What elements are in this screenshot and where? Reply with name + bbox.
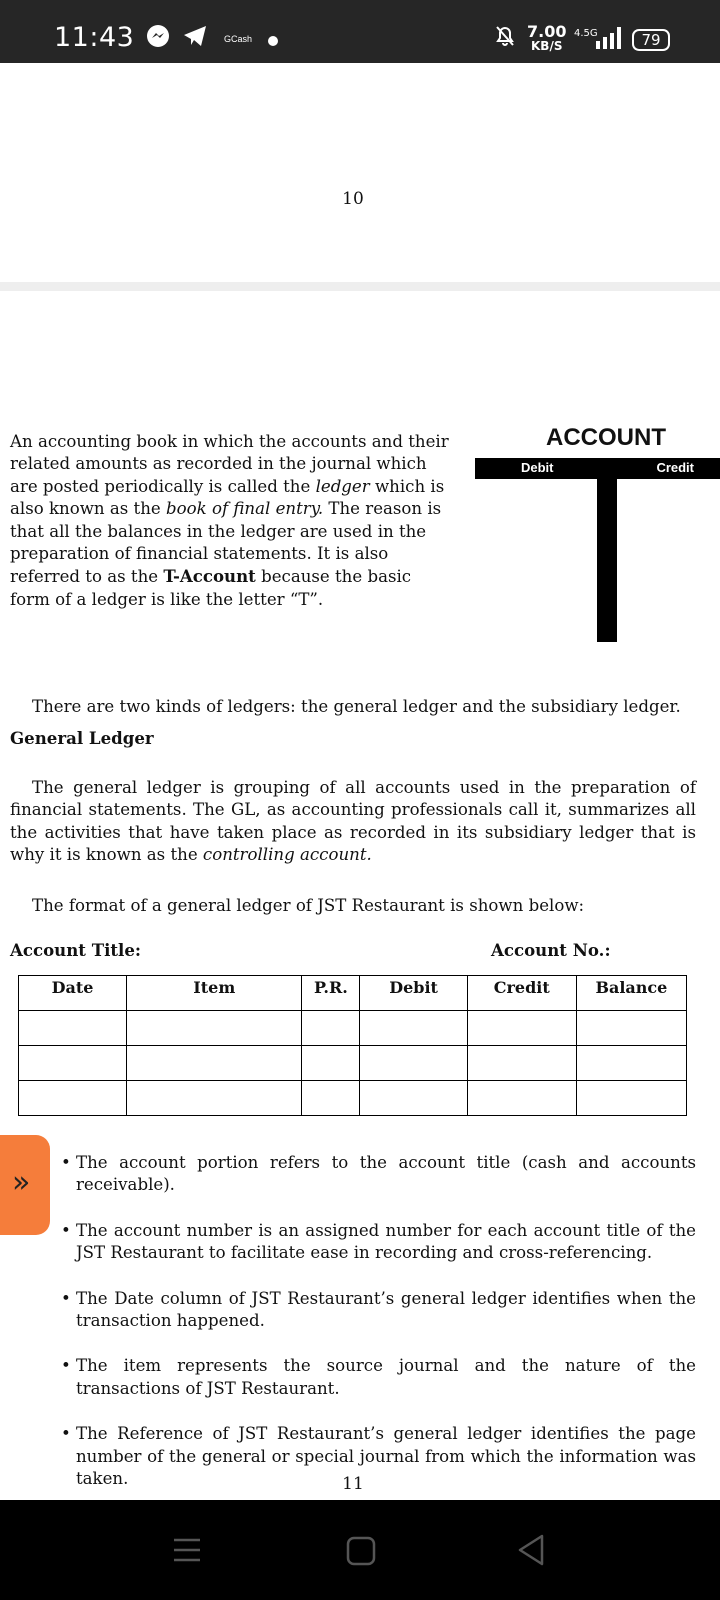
mute-bell-icon (494, 24, 516, 52)
intro-paragraph: An accounting book in which the accounts and their related amounts as recorded in the journal which are posted periodically is called the ledger which is also known as the book of final entry. The reason is that all the balances in the ledger are used in the preparation of financial statements. It is also referred to as the T-Account because the basic form of a ledger is like the letter “T”. (10, 432, 449, 609)
double-chevron-right-icon: » (12, 1165, 31, 1200)
format-text: The format of a general ledger of JST Restaurant is shown below: (32, 896, 585, 915)
messenger-icon (146, 24, 170, 52)
notification-dot-icon (268, 36, 278, 46)
list-item: • The Date column of JST Restaurant’s general ledger identifies when the transaction happened. (58, 1288, 696, 1333)
table-row (19, 1011, 687, 1046)
t-account-stem (597, 479, 617, 642)
page-divider (0, 282, 720, 291)
col-item: Item (127, 976, 302, 1011)
clock: 11:43 (54, 22, 135, 53)
col-debit: Debit (360, 976, 467, 1011)
col-credit: Credit (467, 976, 576, 1011)
t-account-title: ACCOUNT (546, 424, 666, 451)
prev-page-number: 10 (342, 189, 364, 209)
network-type: 4.5G (574, 28, 598, 39)
general-ledger-heading: General Ledger (10, 728, 154, 748)
ledger-table (18, 975, 687, 1116)
ledger-header-row (19, 976, 687, 1011)
list-item: • The account portion refers to the account title (cash and accounts receivable). (58, 1152, 696, 1197)
kinds-of-ledgers-text: There are two kinds of ledgers: the general ledger and the subsidiary ledger. (32, 697, 681, 716)
account-title-label: Account Title: (10, 940, 142, 960)
account-no-label: Account No.: (491, 940, 611, 960)
table-row (19, 1081, 687, 1116)
t-account-credit: Credit (656, 460, 694, 475)
telegram-icon (182, 24, 208, 52)
t-account-bar (475, 458, 720, 479)
t-account-debit: Debit (521, 460, 554, 475)
signal-icon (596, 27, 622, 53)
gcash-icon: GCash (224, 34, 253, 44)
status-bar (0, 0, 720, 63)
col-date: Date (19, 976, 127, 1011)
back-icon[interactable] (516, 1530, 546, 1574)
navigation-bar (0, 1500, 720, 1600)
recents-icon[interactable] (172, 1530, 202, 1574)
general-ledger-paragraph: The general ledger is grouping of all accounts used in the preparation of financial statements. The GL, as accounting professionals call it, summarizes all the activities that have taken place as recorded in its subsidiary ledger that is why it is known as the controlling account. (10, 778, 696, 865)
list-item: • The account number is an assigned number for each account title of the JST Restaurant to facilitate ease in recording and cross-referencing. (58, 1220, 696, 1265)
list-item: • The item represents the source journal and the nature of the transactions of JST Restaurant. (58, 1355, 696, 1400)
network-speed: 7.00 KB/S (527, 22, 567, 53)
home-icon[interactable] (346, 1530, 376, 1574)
expand-panel-button[interactable] (0, 1135, 50, 1235)
table-row (19, 1046, 687, 1081)
next-page-number: 11 (342, 1474, 364, 1494)
list-item: • The Reference of JST Restaurant’s general ledger identifies the page number of the general or special journal from which the information was taken. (58, 1423, 696, 1490)
col-balance: Balance (576, 976, 686, 1011)
col-pr: P.R. (302, 976, 360, 1011)
bullet-list (58, 1152, 696, 1513)
battery-icon: 79 (632, 29, 670, 51)
